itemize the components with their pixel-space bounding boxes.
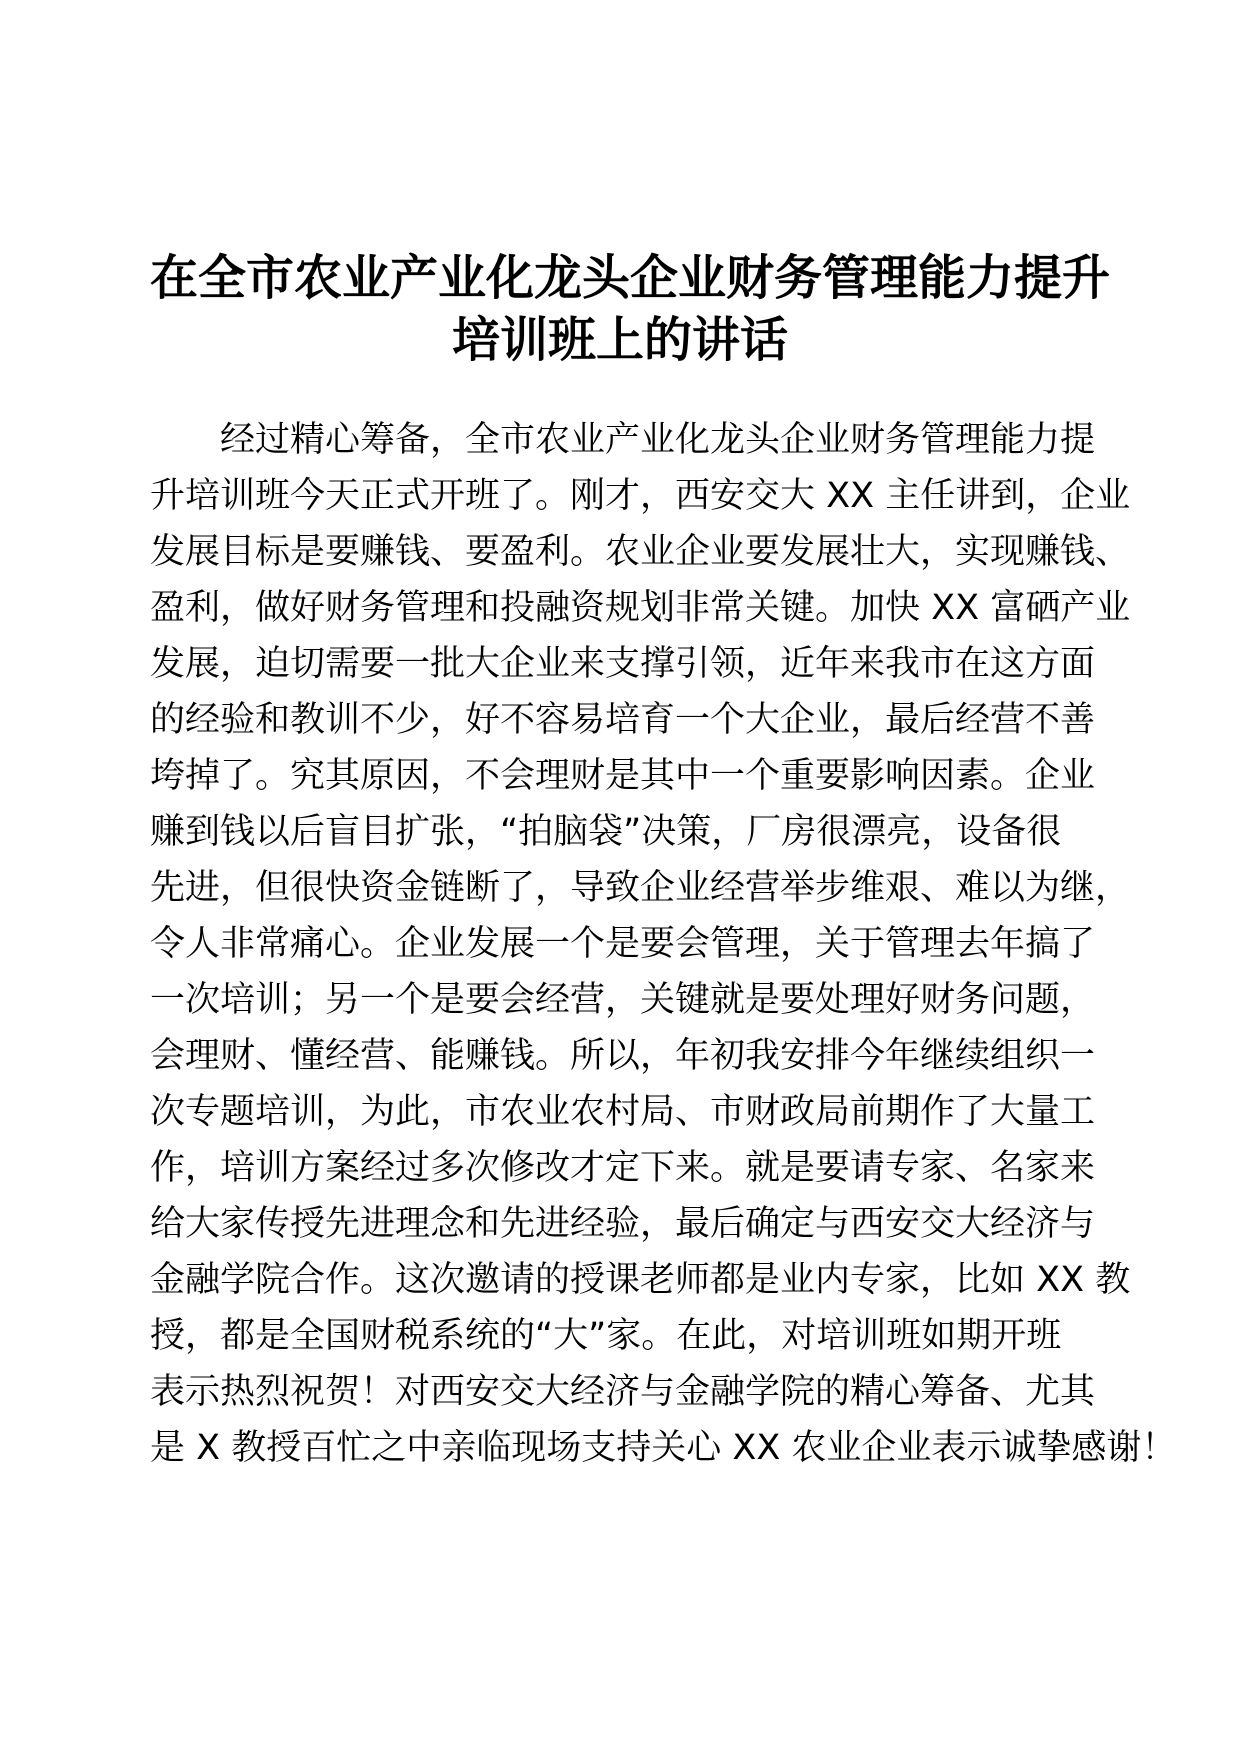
paragraph-line-3: 发展目标是要赚钱、要盈利。农业企业要发展壮大，实现赚钱、: [150, 532, 1131, 572]
paragraph-line-16: 金融学院合作。这次邀请的授课老师都是业内专家，比如 XX 教: [150, 1260, 1131, 1300]
paragraph-line-10: 令人非常痛心。企业发展一个是要会管理，关于管理去年搞了: [150, 924, 1096, 964]
paragraph-line-15: 给大家传授先进理念和先进经验，最后确定与西安交大经济与: [150, 1204, 1096, 1244]
paragraph-line-17: 授，都是全国财税系统的“大”家。在此，对培训班如期开班: [150, 1316, 1062, 1356]
document-title-line-1: 在全市农业产业化龙头企业财务管理能力提升: [150, 250, 1111, 306]
paragraph-line-13: 次专题培训，为此，市农业农村局、市财政局前期作了大量工: [150, 1092, 1096, 1132]
paragraph-line-12: 会理财、懂经营、能赚钱。所以，年初我安排今年继续组织一: [150, 1036, 1096, 1076]
paragraph-line-7: 垮掉了。究其原因，不会理财是其中一个重要影响因素。企业: [150, 756, 1096, 796]
paragraph-line-11: 一次培训；另一个是要会经营，关键就是要处理好财务问题，: [150, 980, 1096, 1020]
paragraph-line-2: 升培训班今天正式开班了。刚才，西安交大 XX 主任讲到，企业: [150, 476, 1131, 516]
paragraph-line-9: 先进，但很快资金链断了，导致企业经营举步维艰、难以为继，: [150, 868, 1131, 908]
paragraph-line-6: 的经验和教训不少，好不容易培育一个大企业，最后经营不善: [150, 700, 1096, 740]
paragraph-line-1: 经过精心筹备，全市农业产业化龙头企业财务管理能力提: [220, 420, 1096, 460]
document-title-line-2: 培训班上的讲话: [451, 312, 788, 368]
paragraph-line-8: 赚到钱以后盲目扩张，“拍脑袋”决策，厂房很漂亮，设备很: [150, 812, 1062, 852]
paragraph-line-5: 发展，迫切需要一批大企业来支撑引领，近年来我市在这方面: [150, 644, 1096, 684]
paragraph-line-18: 表示热烈祝贺！对西安交大经济与金融学院的精心筹备、尤其: [150, 1372, 1096, 1412]
paragraph-line-14: 作，培训方案经过多次修改才定下来。就是要请专家、名家来: [150, 1148, 1096, 1188]
paragraph-line-4: 盈利，做好财务管理和投融资规划非常关键。加快 XX 富硒产业: [150, 588, 1131, 628]
paragraph-line-19: 是 X 教授百忙之中亲临现场支持关心 XX 农业企业表示诚挚感谢！: [150, 1428, 1177, 1468]
